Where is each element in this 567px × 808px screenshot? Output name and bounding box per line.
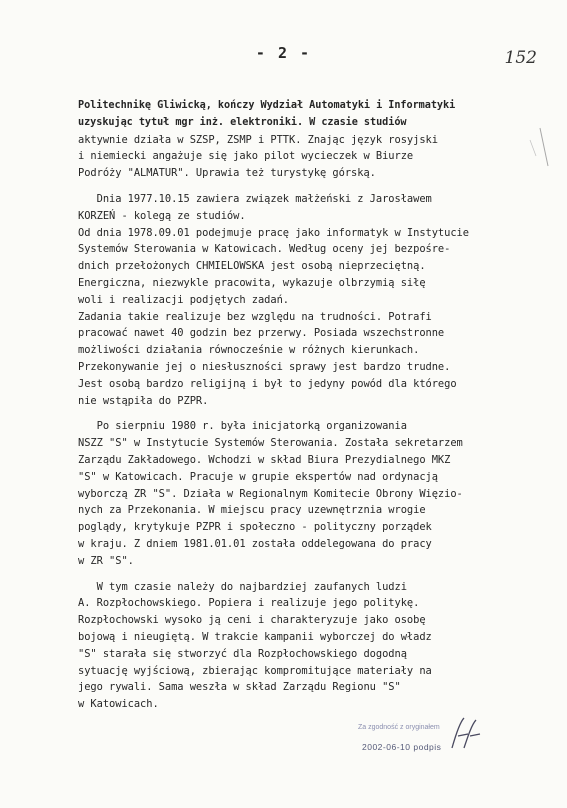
text-line: sytuację wyjściową, zbierając kompromitujące materiały na <box>78 664 432 677</box>
text-line: w ZR "S". <box>78 554 134 567</box>
text-line: Systemów Sterowania w Katowicach. Według oceny jej bezpośre- <box>78 243 451 256</box>
text-line: KORZEŃ - kolegą ze studiów. <box>78 209 246 222</box>
text-line: nie wstąpiła do PZPR. <box>78 394 209 407</box>
text-line: "S" starała się stworzyć dla Rozpłochowskiego dogodną <box>78 647 407 660</box>
text-line: pracować nawet 40 godzin bez przerwy. Posiada wszechstronne <box>78 327 445 340</box>
text-line: Energiczna, niezwykle pracowita, wykazuje olbrzymią siłę <box>78 276 426 289</box>
text-line: Jest osobą bardzo religijną i był to jedyny powód dla którego <box>78 377 457 390</box>
text-line: aktywnie działa w SZSP, ZSMP i PTTK. Znając język rosyjski <box>78 133 438 146</box>
text-line: i niemiecki angażuje się jako pilot wycieczek w Biurze <box>78 150 414 163</box>
text-line: A. Rozpłochowskiego. Popiera i realizuje jego politykę. <box>78 597 420 610</box>
text-line: woli i realizacji podjętych zadań. <box>78 293 289 306</box>
text-line: uzyskując tytuł mgr inż. elektroniki. W czasie studiów <box>78 116 407 128</box>
text-line: "S" w Katowicach. Pracuje w grupie ekspertów nad ordynacją <box>78 470 438 483</box>
text-line: Rozpłochowski wysoko ją ceni i charakteryzuje jako osobę <box>78 614 426 627</box>
text-line: dnich przełożonych CHMIELOWSKA jest osobą nieprzeciętną. <box>78 260 426 273</box>
stamp-date <box>362 742 441 752</box>
text-line: możliwości działania równocześnie w różnych kierunkach. <box>78 344 420 357</box>
text-line: w Katowicach. <box>78 698 159 711</box>
text-line: Od dnia 1978.09.01 podejmuje pracę jako informatyk w Instytucie <box>78 226 469 239</box>
text-line: nych za Przekonania. W miejscu pracy uzewnętrznia wrogie <box>78 504 426 517</box>
archive-number: 152 <box>504 48 537 68</box>
text-line: bojową i nieugiętą. W trakcie kampanii wyborczej do władz <box>78 630 432 643</box>
text-line: Po sierpniu 1980 r. była inicjatorką organizowania <box>78 420 407 433</box>
text-line: Podróży "ALMATUR". Uprawia też turystykę górską. <box>78 167 376 180</box>
text-line: Zarządu Zakładowego. Wchodzi w skład Biura Prezydialnego MKZ <box>78 453 451 466</box>
text-line: poglądy, krytykuje PZPR i społeczno - polityczny porządek <box>78 521 432 534</box>
handwritten-signature <box>446 714 486 754</box>
text-line: w kraju. Z dniem 1981.01.01 została oddelegowana do pracy <box>78 537 432 550</box>
certification-stamp: Za zgodność z oryginałem <box>358 724 440 731</box>
text-line: wyborczą ZR "S". Działa w Regionalnym Komitecie Obrony Więzio- <box>78 487 463 500</box>
page-number: - 2 - <box>255 44 312 62</box>
text-line: Politechnikę Gliwicką, kończy Wydział Automatyki i Informatyki <box>78 100 456 111</box>
stamp-date-value: 2002-06-10 <box>362 742 411 752</box>
text-line: W tym czasie należy do najbardziej zaufanych ludzi <box>78 580 407 593</box>
text-line: NSZZ "S" w Instytucie Systemów Sterowania. Została sekretarzem <box>78 437 463 450</box>
text-line: Przekonywanie jej o niesłuszności sprawy jest bardzo trudne. <box>78 360 451 373</box>
text-line: Dnia 1977.10.15 zawiera związek małżeński z Jarosławem <box>78 192 432 205</box>
text-line: Zadania takie realizuje bez względu na trudności. Potrafi <box>78 310 432 323</box>
text-line: jego rywali. Sama weszła w skład Zarządu Regionu "S" <box>78 681 401 694</box>
stamp-signature-label: podpis <box>413 742 442 752</box>
